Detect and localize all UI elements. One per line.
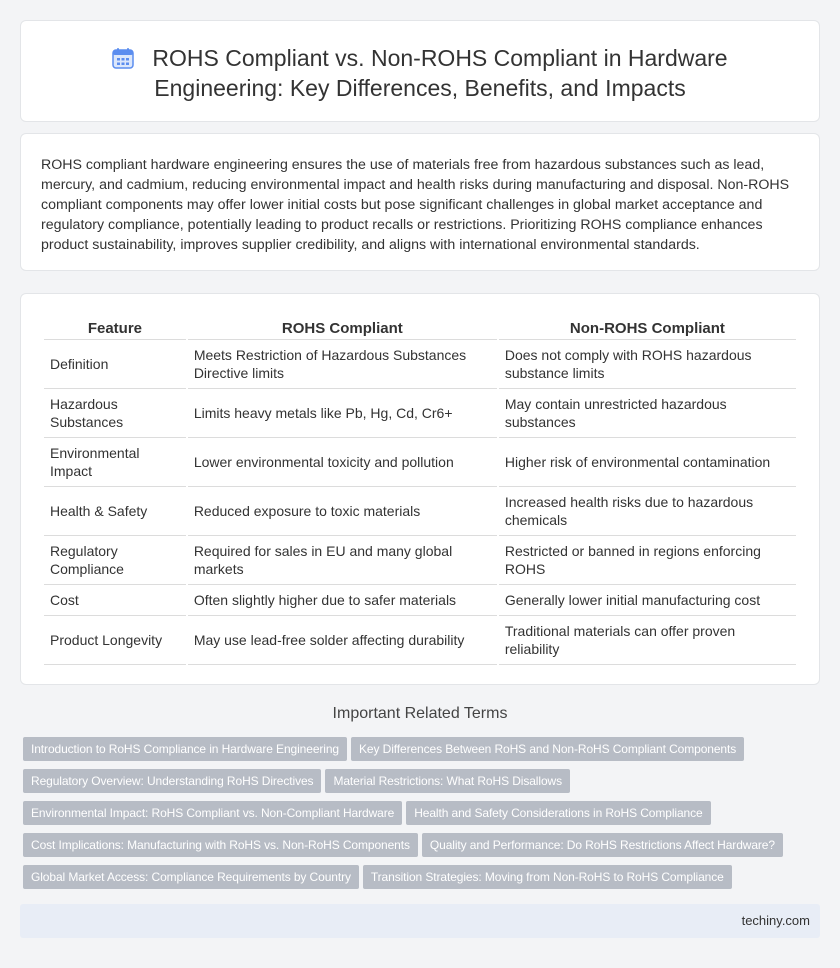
related-term-tag[interactable]: Environmental Impact: RoHS Compliant vs. Non-Compliant Hardware bbox=[23, 801, 402, 825]
title-card bbox=[20, 20, 820, 122]
intro-paragraph: ROHS compliant hardware engineering ensures the use of materials free from hazardous substances such as lead, mercury, and cadmium, reducing environmental impact and health risks during manufacturing and disposal. Non-ROHS compliant components may offer lower initial costs but pose significant challenges in global market acceptance and regulatory compliance, potentially leading to product recalls or restrictions. Prioritizing ROHS compliance enhances product sustainability, improves supplier credibility, and aligns with international environmental standards. bbox=[41, 157, 790, 253]
footer bbox=[20, 904, 820, 938]
table-header-row bbox=[44, 314, 796, 340]
row-non-rohs: Higher risk of environmental contamination bbox=[499, 438, 796, 487]
related-term-tag[interactable]: Regulatory Overview: Understanding RoHS Directives bbox=[23, 769, 321, 793]
header-non-rohs: Non-ROHS Compliant bbox=[499, 314, 796, 340]
row-feature: Hazardous Substances bbox=[44, 389, 186, 438]
related-terms-list bbox=[23, 737, 813, 897]
row-rohs: Required for sales in EU and many global markets bbox=[188, 536, 497, 585]
table-row bbox=[44, 389, 796, 438]
row-non-rohs: May contain unrestricted hazardous substances bbox=[499, 389, 796, 438]
comparison-table-card bbox=[20, 293, 820, 685]
row-feature: Regulatory Compliance bbox=[44, 536, 186, 585]
comparison-table bbox=[42, 314, 798, 665]
related-term-tag[interactable]: Material Restrictions: What RoHS Disallows bbox=[325, 769, 570, 793]
row-non-rohs: Increased health risks due to hazardous chemicals bbox=[499, 487, 796, 536]
row-non-rohs: Traditional materials can offer proven reliability bbox=[499, 616, 796, 665]
row-non-rohs: Generally lower initial manufacturing cost bbox=[499, 585, 796, 616]
related-term-tag[interactable]: Health and Safety Considerations in RoHS Compliance bbox=[406, 801, 710, 825]
row-feature: Health & Safety bbox=[44, 487, 186, 536]
related-term-tag[interactable]: Global Market Access: Compliance Requirements by Country bbox=[23, 865, 359, 889]
row-rohs: Meets Restriction of Hazardous Substances Directive limits bbox=[188, 340, 497, 389]
intro-card bbox=[20, 133, 820, 271]
table-row bbox=[44, 585, 796, 616]
header-rohs: ROHS Compliant bbox=[188, 314, 497, 340]
page-title bbox=[21, 43, 819, 103]
related-term-tag[interactable]: Transition Strategies: Moving from Non-RoHS to RoHS Compliance bbox=[363, 865, 732, 889]
table-row bbox=[44, 487, 796, 536]
row-feature: Cost bbox=[44, 585, 186, 616]
row-rohs: Reduced exposure to toxic materials bbox=[188, 487, 497, 536]
row-rohs: Lower environmental toxicity and pollution bbox=[188, 438, 497, 487]
row-rohs: Limits heavy metals like Pb, Hg, Cd, Cr6+ bbox=[188, 389, 497, 438]
row-non-rohs: Does not comply with ROHS hazardous substance limits bbox=[499, 340, 796, 389]
table-row bbox=[44, 438, 796, 487]
related-term-tag[interactable]: Key Differences Between RoHS and Non-RoHS Compliant Components bbox=[351, 737, 744, 761]
related-term-tag[interactable]: Introduction to RoHS Compliance in Hardware Engineering bbox=[23, 737, 347, 761]
calendar-icon bbox=[112, 47, 134, 69]
row-feature: Definition bbox=[44, 340, 186, 389]
row-feature: Product Longevity bbox=[44, 616, 186, 665]
related-terms-title: Important Related Terms bbox=[332, 705, 508, 722]
row-rohs: May use lead-free solder affecting durability bbox=[188, 616, 497, 665]
row-rohs: Often slightly higher due to safer materials bbox=[188, 585, 497, 616]
title-line-1: ROHS Compliant vs. Non-ROHS Compliant in Hardware bbox=[152, 45, 728, 71]
row-non-rohs: Restricted or banned in regions enforcing ROHS bbox=[499, 536, 796, 585]
related-term-tag[interactable]: Cost Implications: Manufacturing with RoHS vs. Non-RoHS Components bbox=[23, 833, 418, 857]
title-line-2: Engineering: Key Differences, Benefits, and Impacts bbox=[154, 75, 686, 101]
footer-site-link[interactable]: techiny.com bbox=[741, 913, 810, 928]
table-row bbox=[44, 616, 796, 665]
related-term-tag[interactable]: Quality and Performance: Do RoHS Restrictions Affect Hardware? bbox=[422, 833, 783, 857]
table-row bbox=[44, 340, 796, 389]
row-feature: Environmental Impact bbox=[44, 438, 186, 487]
header-feature: Feature bbox=[44, 314, 186, 340]
table-row bbox=[44, 536, 796, 585]
